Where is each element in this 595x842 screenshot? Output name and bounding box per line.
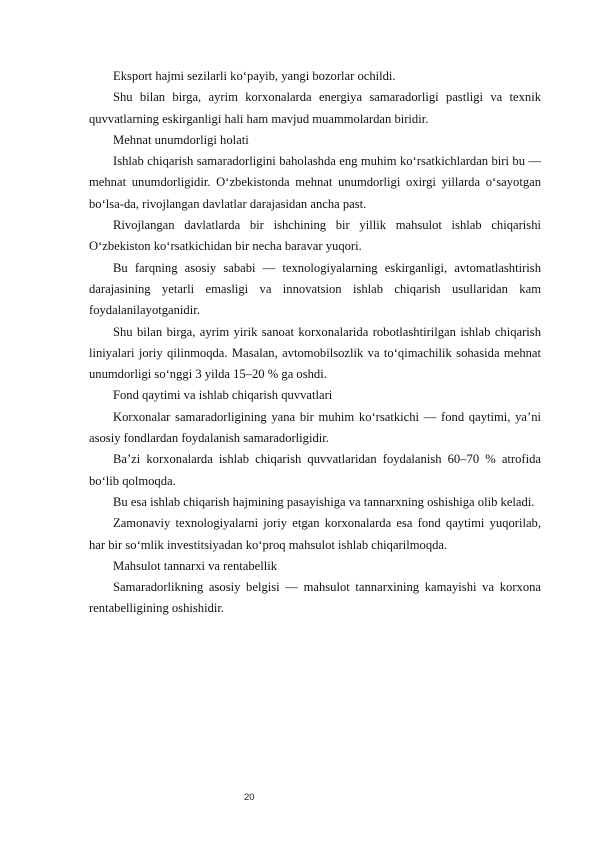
paragraph-developed-countries: Rivojlangan davlatlarda bir ishchining bir yillik mahsulot ishlab chiqarishi O‘zbekiston ko‘rsatkichidan bir necha baravar yuqori. bbox=[89, 218, 541, 254]
paragraph-cost-increase: Bu esa ishlab chiqarish hajmining pasayishiga va tannarxning oshishiga olib keladi. bbox=[113, 494, 535, 509]
paragraph-efficiency-sign: Samaradorlikning asosiy belgisi — mahsulot tannarxining kamayishi va korxona rentabelligining oshishidir. bbox=[89, 580, 541, 616]
paragraph-energy-efficiency: Shu bilan birga, ayrim korxonalarda energiya samaradorligi pastligi va texnik quvvatlarning eskirganligi hali ham mavjud muammolardan biridir. bbox=[89, 90, 541, 126]
paragraph-productivity-indicator: Ishlab chiqarish samaradorligini baholashda eng muhim ko‘rsatkichlardan biri bu — mehnat unumdorligidir. O‘zbekistonda mehnat unumdorligi oxirgi yillarda o‘sayotgan bo‘lsa-da, rivojlangan davlatlar darajasidan ancha past. bbox=[89, 154, 541, 211]
heading-fund-return: Fond qaytimi va ishlab chiqarish quvvatlari bbox=[113, 388, 333, 403]
page-number: 20 bbox=[244, 792, 255, 803]
paragraph-robotization: Shu bilan birga, ayrim yirik sanoat korxonalarida robotlashtirilgan ishlab chiqarish liniyalari joriy qilinmoqda. Masalan, avtomobilsozlik va to‘qimachilik sohasida mehnat unumdorligi so‘nggi 3 yilda 15–20 % ga oshdi. bbox=[89, 324, 541, 382]
paragraph-capacity-utilization: Ba’zi korxonalarda ishlab chiqarish quvvatlaridan foydalanish 60–70 % atrofida bo‘lib qolmoqda. bbox=[89, 452, 541, 488]
document-page bbox=[89, 66, 541, 620]
paragraph-modern-technologies: Zamonaviy texnologiyalarni joriy etgan korxonalarda esa fond qaytimi yuqorilab, har bir so‘mlik investitsiyadan ko‘proq mahsulot ishlab chiqarilmoqda. bbox=[89, 516, 541, 552]
heading-labor-productivity: Mehnat unumdorligi holati bbox=[113, 132, 249, 147]
paragraph-export-volume: Eksport hajmi sezilarli ko‘payib, yangi bozorlar ochildi. bbox=[113, 69, 396, 83]
paragraph-main-reason: Bu farqning asosiy sababi — texnologiyalarning eskirganligi, avtomatlashtirish darajasining yetarli emasligi va innovatsion ishlab chiqarish usullaridan kam foydalanilayotganidir. bbox=[89, 260, 541, 318]
paragraph-fund-return-definition: Korxonalar samaradorligining yana bir muhim ko‘rsatkichi — fond qaytimi, ya’ni asosiy fondlardan foydalanish samaradorligidir. bbox=[89, 409, 541, 446]
heading-cost-profitability: Mahsulot tannarxi va rentabellik bbox=[113, 558, 278, 573]
